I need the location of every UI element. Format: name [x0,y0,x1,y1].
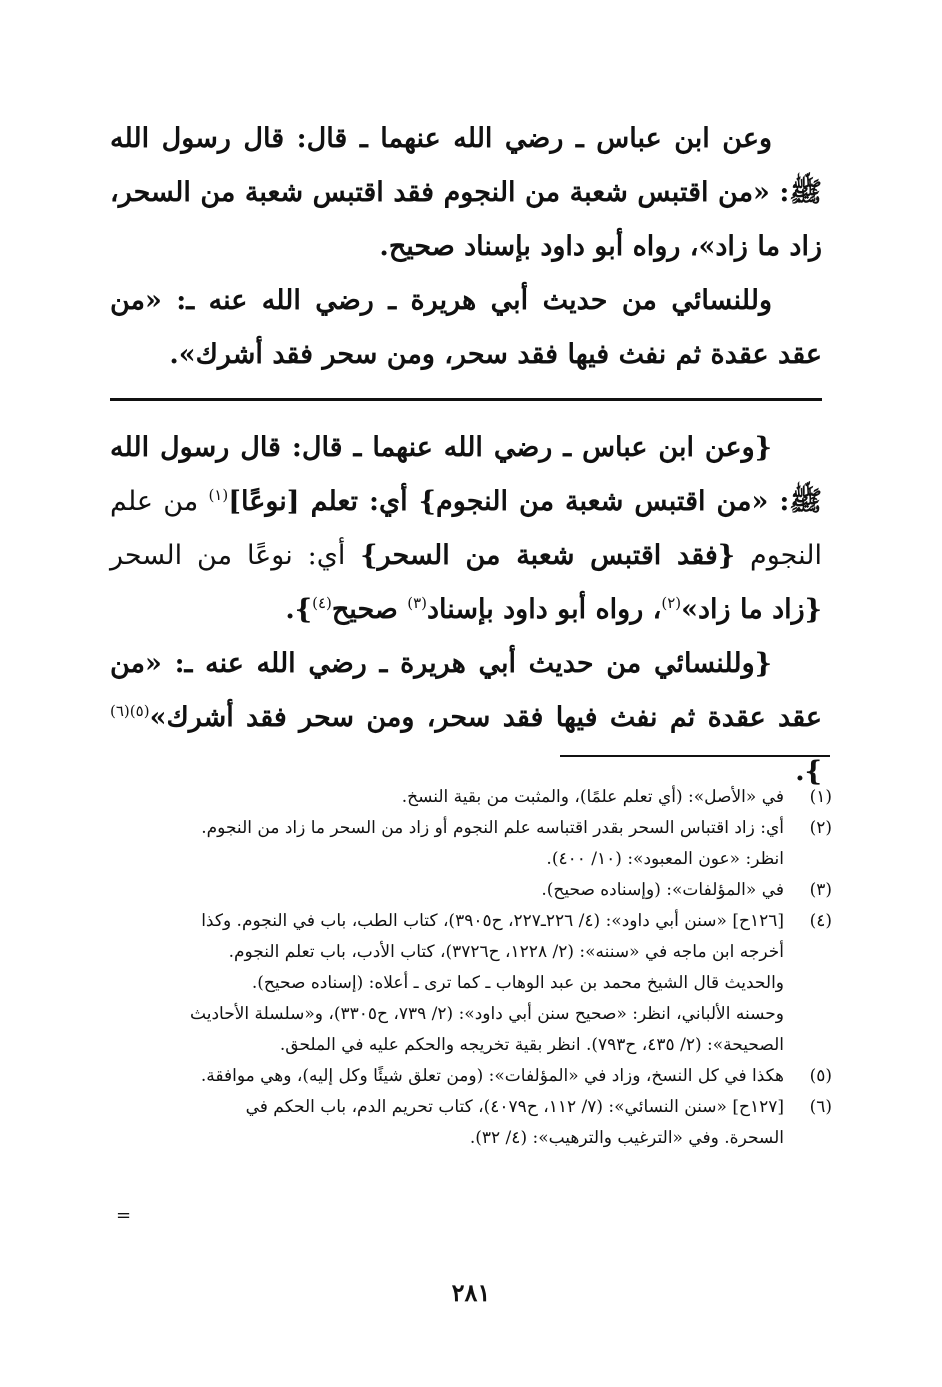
footnote-line: والحديث قال الشيخ محمد بن عبد الوهاب ـ كما ترى ـ أعلاه: (إسناده صحيح). [251,973,784,993]
footnote-number: (٣) [809,880,832,900]
sharh-paragraph-1 [110,421,822,637]
quoted-text: {فقد اقتبس شعبة من السحر} [360,540,736,571]
footnote-ref-2[interactable]: (٢) [661,594,682,612]
footnote-number: (٥) [809,1066,832,1086]
footnote-number: (٢) [809,818,832,838]
matn-paragraph-1: وعن ابن عباس ـ رضي الله عنهما ـ قال: قال رسول الله ﷺ: «من اقتبس شعبة من النجوم فقد اقتبس شعبة من السحر، زاد ما زاد»، رواه أبو داود بإسناد صحيح. [110,123,823,262]
matn-paragraph-2: وللنسائي من حديث أبي هريرة ـ رضي الله عنه ـ: «من عقد عقدة ثم نفث فيها فقد سحر، ومن سحر فقد أشرك». [110,285,822,370]
quoted-text: {وعن ابن عباس ـ رضي الله عنهما ـ قال: قال رسول الله ﷺ: «من اقتبس شعبة من النجوم} أي: تعلم [نوعًا] [110,432,822,517]
footnote-line: انظر: «عون المعبود»: (١٠/ ٤٠٠). [546,849,784,869]
footnote-line: وحسنه الألباني، انظر: «صحيح سنن أبي داود»: (٢/ ٧٣٩، ح٣٣٠٥)، و«سلسلة الأحاديث [190,1004,784,1024]
footnotes [110,782,832,1154]
quoted-text: ، رواه أبو داود بإسناد [427,594,662,625]
footnote-line: أخرجه ابن ماجه في «سننه»: (٢/ ١٢٢٨، ح٣٧٢٦)، كتاب الأدب، باب تعلم النجوم. [228,942,784,962]
quoted-text: صحيح [331,594,408,625]
footnote-line: [١٢٧ح] «سنن النسائي»: (٧/ ١١٢، ح٤٠٧٩)، كتاب تحريم الدم، باب الحكم في [245,1097,784,1117]
footnote-ref-1[interactable]: (١) [208,486,229,504]
sharh-paragraph-2 [110,637,822,799]
footnote-number: (٦) [809,1097,832,1117]
footnote-ref-4[interactable]: (٤) [312,594,332,612]
footnote-line: في «المؤلفات»: (وإسناده صحيح). [541,880,784,900]
continuation-mark: = [116,1205,132,1226]
quoted-text: {زاد ما زاد» [681,594,822,625]
footnote-number: (١) [809,787,832,807]
footnote-line: [١٢٦ح] «سنن أبي داود»: (٤/ ٢٢٦ـ٢٢٧، ح٣٩٠٥)، كتاب الطب، باب في النجوم. وكذا [201,911,784,931]
footnote-ref-3[interactable]: (٣) [407,594,427,612]
footnote-line: أي: زاد اقتباس السحر بقدر اقتباسه علم النجوم أو زاد من السحر ما زاد من النجوم. [201,818,784,838]
footnote-6 [110,1092,832,1154]
footnote-1 [110,782,832,813]
main-text [110,112,822,799]
footnote-line: هكذا في كل النسخ، وزاد في «المؤلفات»: (ومن تعلق شيئًا وكل إليه)، وهي موافقة. [200,1066,784,1086]
footnote-2 [110,813,832,875]
footnote-line: في «الأصل»: (أي تعلم علمًا)، والمثبت من بقية النسخ. [401,787,784,807]
footnote-5 [110,1061,832,1092]
quoted-text: {وللنسائي من حديث أبي هريرة ـ رضي الله عنه ـ: «من عقد عقدة ثم نفث فيها فقد سحر، ومن سحر فقد أشرك» [110,648,822,733]
footnote-line: السحرة. وفي «الترغيب والترهيب»: (٤/ ٣٢). [469,1128,784,1148]
section-divider [110,398,822,401]
quoted-text: }. [285,594,313,625]
footnote-ref-5-6[interactable]: (٥)(٦) [110,702,150,720]
footnote-number: (٤) [809,911,832,931]
commentary [110,421,822,799]
footnote-3 [110,875,832,906]
commentary-text: أي: نوعًا من السحر [110,540,361,571]
footnote-line: الصحيحة»: (٢/ ٤٣٥، ح٧٩٣). انظر بقية تخريجه والحكم عليه في الملحق. [279,1035,784,1055]
footnote-4 [110,906,832,1061]
page-number: ٢٨١ [451,1278,491,1307]
commentary-text: من علم النجوم [110,486,822,571]
quoted-text: }. [795,756,822,787]
footnote-divider [560,755,830,757]
